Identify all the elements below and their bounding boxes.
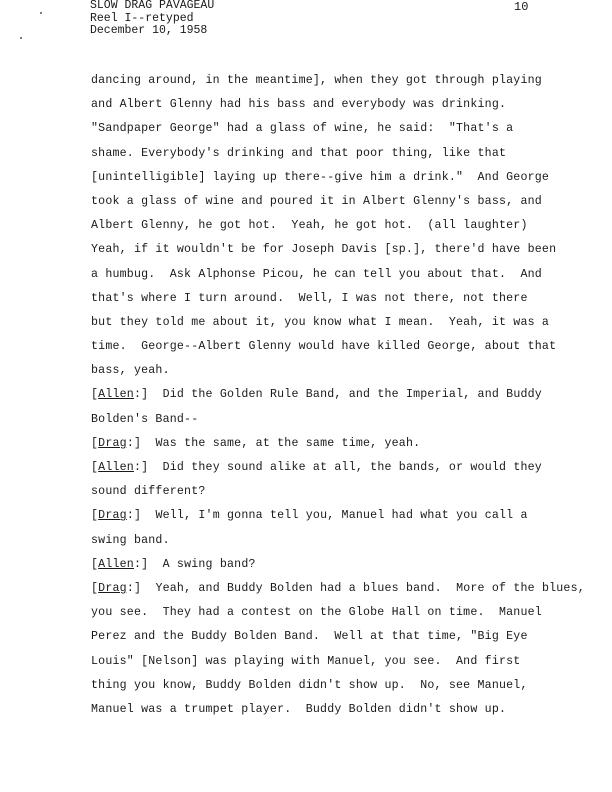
transcript-line (91, 117, 606, 141)
line-text: you see. They had a contest on the Globe Hall on time. Manuel (91, 606, 542, 620)
line-text: A swing band? (148, 557, 256, 571)
speaker-name: Allen (98, 461, 134, 474)
line-text: and Albert Glenny had his bass and everybody was drinking. (91, 98, 507, 112)
speaker-line (91, 504, 606, 528)
scan-speck (20, 37, 22, 39)
speaker-name: Drag (98, 436, 127, 450)
transcript-line (91, 93, 606, 117)
interview-date: December 10, 1958 (90, 24, 208, 37)
transcript-line (91, 311, 606, 335)
transcript-line (91, 601, 606, 625)
transcript-line (91, 69, 606, 93)
line-text: Did the Golden Rule Band, and the Imperial, and Buddy (148, 388, 542, 402)
speaker-line (91, 456, 606, 480)
line-text: sound different? (91, 485, 206, 499)
line-text: a humbug. Ask Alphonse Picou, he can tell you about that. And (91, 267, 542, 281)
line-text: Was the same, at the same time, yeah. (141, 436, 421, 450)
transcript-line (91, 480, 606, 504)
interview-title: SLOW DRAG PAVAGEAU (90, 0, 215, 12)
speaker-line (91, 553, 606, 577)
scan-speck (40, 12, 42, 14)
speaker-tag: [Allen:] (91, 388, 149, 402)
speaker-name: Drag (98, 509, 127, 523)
line-text: swing band. (91, 533, 170, 547)
transcript-line (91, 238, 606, 262)
line-text: Yeah, and Buddy Bolden had a blues band. More of the blues, (141, 581, 585, 595)
transcript-line (91, 359, 606, 383)
line-text: thing you know, Buddy Bolden didn't show up. No, see Manuel, (91, 678, 528, 692)
line-text: Albert Glenny, he got hot. Yeah, he got hot. (all laughter) (91, 219, 528, 233)
line-text: bass, yeah. (91, 364, 170, 378)
line-text: Perez and the Buddy Bolden Band. Well at that time, "Big Eye (91, 630, 528, 644)
speaker-line (91, 577, 606, 601)
transcript-line (91, 263, 606, 287)
speaker-name: Drag (98, 581, 127, 595)
transcript-line (91, 529, 606, 553)
line-text: Bolden's Band-- (91, 412, 199, 426)
speaker-tag: [Drag:] (91, 581, 142, 595)
line-text: that's where I turn around. Well, I was not there, not there (91, 291, 528, 305)
speaker-line (91, 383, 606, 407)
line-text: Yeah, if it wouldn't be for Joseph Davis [sp.], there'd have been (91, 243, 557, 257)
transcript-line (91, 650, 606, 674)
transcript-line (91, 142, 606, 166)
line-text: dancing around, in the meantime], when they got through playing (91, 74, 542, 87)
line-text: but they told me about it, you know what I mean. Yeah, it was a (91, 315, 550, 329)
speaker-tag: [Drag:] (91, 436, 142, 450)
line-text: "Sandpaper George" had a glass of wine, he said: "That's a (91, 122, 514, 136)
speaker-tag: [Allen:] (91, 461, 149, 474)
page-number: 10 (514, 0, 529, 14)
transcript-line (91, 625, 606, 649)
transcript-line (91, 674, 606, 698)
line-text: shame. Everybody's drinking and that poor thing, like that (91, 146, 507, 160)
transcript-line (91, 214, 606, 238)
line-text: Well, I'm gonna tell you, Manuel had what you call a (141, 509, 528, 523)
line-text: time. George--Albert Glenny would have killed George, about that (91, 340, 557, 354)
line-text: Louis" [Nelson] was playing with Manuel, you see. And first (91, 654, 521, 668)
speaker-tag: [Drag:] (91, 509, 142, 523)
transcript-line (91, 335, 606, 359)
line-text: Did they sound alike at all, the bands, or would they (148, 461, 542, 474)
speaker-name: Allen (98, 388, 134, 402)
line-text: took a glass of wine and poured it in Albert Glenny's bass, and (91, 194, 542, 208)
speaker-name: Allen (98, 557, 134, 571)
transcript-line (91, 698, 606, 722)
speaker-tag: [Allen:] (91, 557, 149, 571)
line-text: [unintelligible] laying up there--give him a drink." And George (91, 170, 550, 184)
transcript-line (91, 287, 606, 311)
transcript-line (91, 190, 606, 214)
line-text: Manuel was a trumpet player. Buddy Bolden didn't show up. (91, 702, 507, 716)
speaker-line (91, 432, 606, 456)
transcript-line (91, 166, 606, 190)
document-header (90, 0, 214, 38)
transcript-line (91, 408, 606, 432)
transcript-body (91, 69, 606, 722)
reel-label: Reel I--retyped (90, 11, 194, 25)
